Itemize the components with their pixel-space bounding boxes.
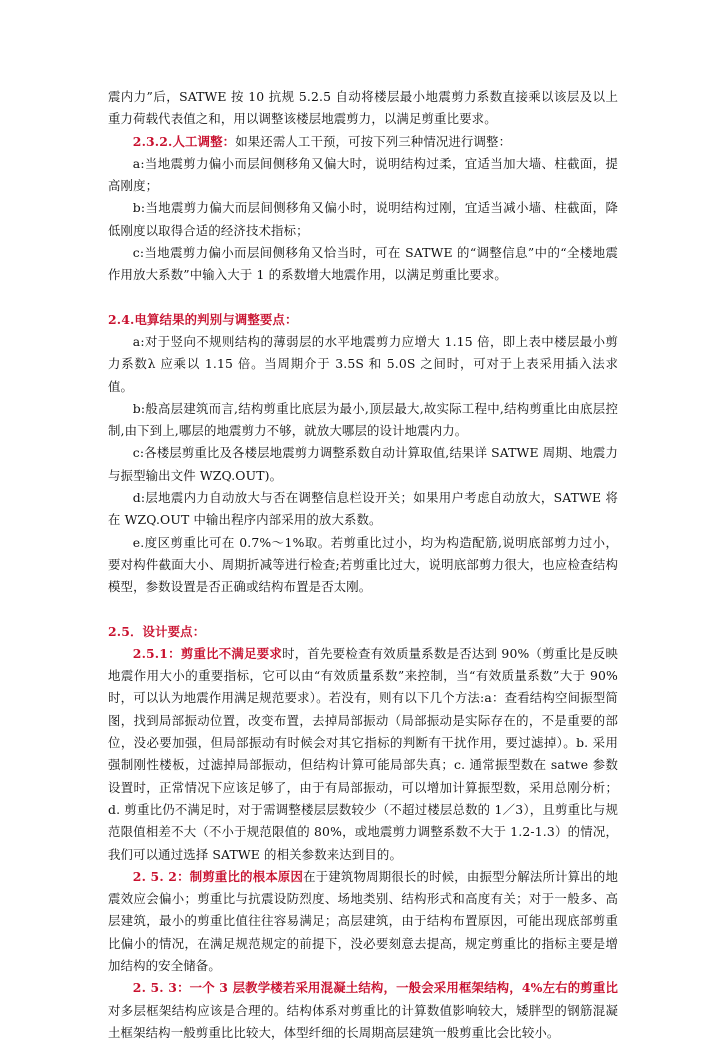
section-2-5-2-number: 2. 5. 2： (132, 868, 190, 884)
section-2-3-2-heading (108, 131, 618, 153)
section-2-3-2-text: 如果还需人工干预，可按下列三种情况进行调整： (235, 133, 512, 149)
section-2-5-1-text: 时，首先要检查有效质量系数是否达到 90%（剪重比是反映地震作用大小的重要指标，它可以由“有效质量系数”来控制，当“有效质量系数”大于 90%时，可以认为地震作用满足规范要求）。若没有，则有以下几个方法:a：查看结构空间振型简图，找到局部振动位置，改变布置，去掉局部振动（局部振动是实际存在的，不是重要的部位，没必要加强，但局部振动有时候会对其它指标的判断有干扰作用，要过滤掉）。b. 采用强制刚性楼板，过滤掉局部振动，但结构计算可能局部失真；c. 通常振型数在 satwe 参数设置时，正常情况下应该足够了，由于有局部振动，可以增加计算振型数，采用总刚分析；d. 剪重比仍不满足时，对于需调整楼层层数较少（不超过楼层总数的 1／3），且剪重比与规范限值相差不大（不小于规范限值的 80%，或地震剪力调整系数不大于 1.2-1.3）的情况，我们可以通过选择 SATWE 的相关参数来达到目的。 (108, 645, 618, 862)
document-body (108, 86, 618, 1044)
intro-paragraph: 震内力”后，SATWE 按 10 抗规 5.2.5 自动将楼层最小地震剪力系数直接乘以该层及以上重力荷载代表值之和，用以调整该楼层地震剪力，以满足剪重比要求。 (108, 89, 618, 127)
section-2-4-title: 2.4.电算结果的判别与调整要点： (108, 311, 298, 327)
section-2-3-2-title: 人工调整： (172, 133, 236, 149)
section-2-4-item-a: a:对于竖向不规则结构的薄弱层的水平地震剪力应增大 1.15 倍，即上表中楼层最小剪力系数λ 应乘以 1.15 倍。当周期介于 3.5S 和 5.0S 之间时，可对于上表采用插入法求值。 (108, 333, 618, 394)
section-2-5-3-lead: 一个 3 层教学楼若采用混凝土结构，一般会采用框架结构，4%左右的剪重比 (189, 980, 618, 996)
section-2-5-3-text: 对多层框架结构应该是合理的。结构体系对剪重比的计算数值影响较大，矮胖型的钢筋混凝土框架结构一般剪重比比较大，体型纤细的长周期高层建筑一般剪重比会比较小。 (108, 1002, 618, 1040)
section-2-5-title: 2.5．设计要点： (108, 623, 206, 639)
section-2-3-2-item-a: a:当地震剪力偏小而层间侧移角又偏大时，说明结构过柔，宜适当加大墙、柱截面，提高刚度； (108, 155, 618, 194)
section-2-3-2-item-c: c:当地震剪力偏小而层间侧移角又恰当时，可在 SATWE 的“调整信息”中的“全楼地震作用放大系数”中输入大于 1 的系数增大地震作用，以满足剪重比要求。 (108, 245, 618, 283)
section-gap (108, 287, 618, 309)
section-2-5-2-lead: 制剪重比的根本原因 (189, 868, 304, 884)
section-2-5-1-number: 2.5.1： (132, 645, 181, 661)
section-2-5-1-lead: 剪重比不满足要求 (180, 645, 283, 661)
section-2-3-2-number: 2.3.2. (132, 133, 173, 149)
section-2-5-1-paragraph (108, 643, 618, 866)
section-2-5-3-paragraph (108, 977, 618, 1044)
section-2-4-item-d: d:层地震内力自动放大与否在调整信息栏设开关；如果用户考虑自动放大，SATWE 将在 WZQ.OUT 中输出程序内部采用的放大系数。 (108, 490, 618, 528)
section-2-4-item-e: e.度区剪重比可在 0.7%～1%取。若剪重比过小，均为构造配筋,说明底部剪力过小，要对构件截面大小、周期折减等进行检查;若剪重比过大，说明底部剪力很大，也应检查结构模型，参数设置是否正确或结构布置是否太刚。 (108, 534, 618, 595)
section-2-4-item-b: b:般高层建筑而言,结构剪重比底层为最小,顶层最大,故实际工程中,结构剪重比由底层控制,由下到上,哪层的地震剪力不够，就放大哪层的设计地震内力。 (108, 400, 618, 439)
section-2-4-item-c: c:各楼层剪重比及各楼层地震剪力调整系数自动计算取值,结果详 SATWE 周期、地震力与振型输出文件 WZQ.OUT)。 (108, 445, 618, 483)
section-2-3-2-item-b: b:当地震剪力偏大而层间侧移角又偏小时，说明结构过刚，宜适当减小墙、柱截面，降低刚度以取得合适的经济技术指标； (108, 200, 618, 238)
section-gap (108, 599, 618, 621)
section-2-5-2-paragraph (108, 866, 618, 977)
section-2-5-2-text: 在于建筑物周期很长的时候，由振型分解法所计算出的地震效应会偏小；剪重比与抗震设防烈度、场地类别、结构形式和高度有关；对于一般多、高层建筑，最小的剪重比值往往容易满足；高层建筑，由于结构布置原因，可能出现底部剪重比偏小的情况，在满足规范规定的前提下，没必要刻意去提高，规定剪重比的指标主要是增加结构的安全储备。 (108, 868, 618, 973)
section-2-5-3-number: 2. 5. 3： (132, 980, 190, 996)
